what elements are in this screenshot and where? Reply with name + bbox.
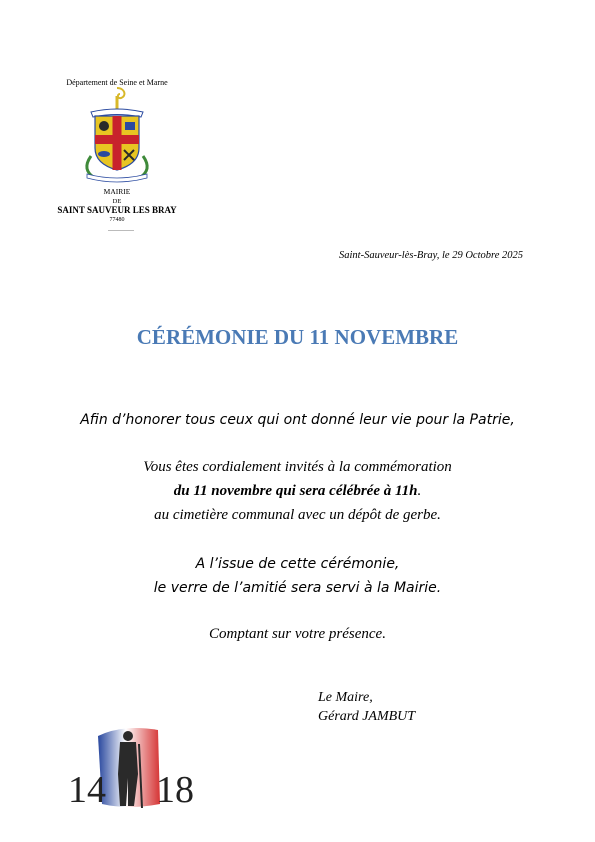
reception-line-1: A l’issue de cette cérémonie, xyxy=(195,556,400,572)
year-start: 14 xyxy=(68,769,106,811)
invitation-line-2-end: . xyxy=(417,483,422,499)
postcode: 77480 xyxy=(109,217,125,223)
department-label: Département de Seine et Marne xyxy=(66,78,168,87)
mairie-label: MAIRIE xyxy=(103,187,131,196)
signature-role: Le Maire, xyxy=(318,690,373,705)
coat-of-arms-icon xyxy=(77,86,157,184)
paragraph-invitation xyxy=(0,455,595,527)
paragraph-reception xyxy=(0,552,595,600)
invitation-line-3: au cimetière communal avec un dépôt de gerbe. xyxy=(154,507,441,523)
paragraph-closing: Comptant sur votre présence. xyxy=(209,626,386,642)
page-title: CÉRÉMONIE DU 11 NOVEMBRE xyxy=(136,325,459,349)
town-hall-logo xyxy=(32,70,202,235)
year-end: 18 xyxy=(156,769,194,811)
invitation-line-1: Vous êtes cordialement invités à la commémoration xyxy=(143,459,452,475)
de-label: DE xyxy=(112,198,122,205)
signature-name: Gérard JAMBUT xyxy=(318,709,416,724)
date-line: Saint-Sauveur-lès-Bray, le 29 Octobre 2025 xyxy=(339,250,523,261)
divider xyxy=(108,230,134,231)
reception-line-2: le verre de l’amitié sera servi à la Mairie. xyxy=(153,580,442,596)
ceremony-time: du 11 novembre qui sera célébrée à 11h xyxy=(173,483,418,499)
paragraph-intro: Afin d’honorer tous ceux qui ont donné leur vie pour la Patrie, xyxy=(80,412,515,428)
ww1-emblem xyxy=(68,724,208,814)
invitation-line-2 xyxy=(0,479,595,503)
signature-block xyxy=(318,688,415,726)
town-name: SAINT SAUVEUR LES BRAY xyxy=(57,205,177,215)
